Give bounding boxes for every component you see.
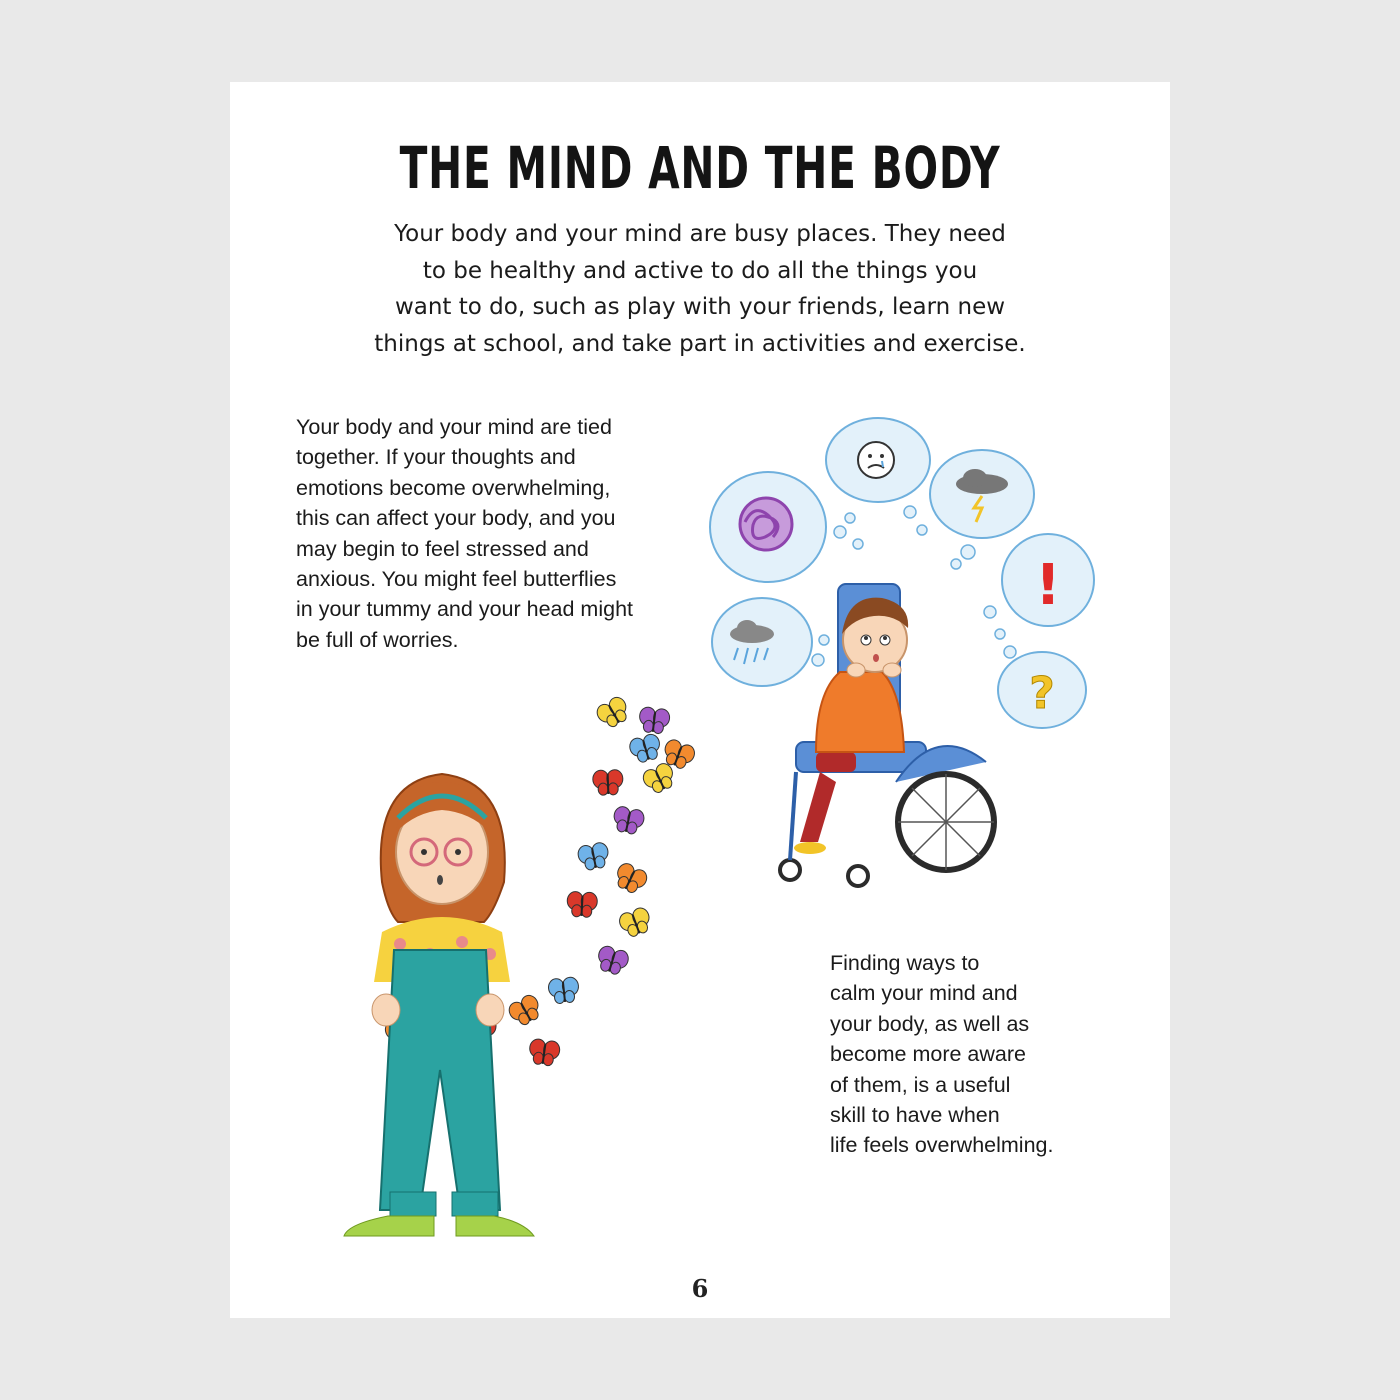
- butterfly-icon: [577, 841, 611, 871]
- overalls: [380, 950, 500, 1210]
- intro-line: things at school, and take part in activities and exercise.: [374, 330, 1026, 357]
- butterfly-icon: [528, 1038, 561, 1067]
- intro-paragraph: [370, 216, 1030, 362]
- paragraph-line: be full of worries.: [296, 627, 459, 652]
- butterfly-icon: [594, 944, 630, 977]
- butterfly-icon: [566, 891, 597, 918]
- paragraph-line: emotions become overwhelming,: [296, 475, 611, 500]
- thought-bubble-scribble: [710, 472, 826, 582]
- butterfly-icon: [593, 769, 624, 795]
- tangled-scribble-icon: [740, 498, 792, 550]
- paragraph-line: your body, as well as: [830, 1011, 1030, 1036]
- paragraph-line: this can affect your body, and you: [296, 506, 616, 531]
- girl-with-butterflies-illustration: [290, 692, 710, 1292]
- paragraph-line: Your body and your mind are tied: [296, 415, 612, 439]
- thought-bubble-sad: [826, 418, 930, 502]
- paragraph-line: together. If your thoughts and: [296, 445, 576, 470]
- butterfly-icon: [617, 906, 654, 940]
- butterfly-icon: [640, 761, 678, 796]
- paragraph-line: may begin to feel stressed and: [296, 536, 589, 561]
- paragraph-line: anxious. You might feel butterflies: [296, 567, 617, 592]
- thought-bubble-question: [998, 652, 1086, 728]
- paragraph-line: in your tummy and your head might: [296, 597, 633, 622]
- butterfly-icon: [548, 977, 580, 1005]
- thought-bubble-storm: [930, 450, 1034, 538]
- thought-bubble-rain: [712, 598, 812, 686]
- page-title: THE MIND AND THE BODY: [399, 134, 1001, 202]
- paragraph-line: become more aware: [830, 1042, 1026, 1067]
- page-number: 6: [691, 1274, 709, 1303]
- paragraph-line: calm your mind and: [830, 981, 1018, 1006]
- intro-line: Your body and your mind are busy places. They need: [394, 221, 1006, 247]
- butterfly-icon: [628, 732, 664, 764]
- exclamation-icon: !: [1035, 553, 1061, 618]
- thought-bubble-exclamation: [1002, 534, 1094, 626]
- paragraph-line: of them, is a useful: [830, 1072, 1011, 1097]
- question-mark-icon: ?: [1029, 668, 1055, 719]
- butterfly-icon: [594, 694, 632, 731]
- butterfly-icon: [611, 805, 646, 836]
- intro-line: to be healthy and active to do all the things you: [422, 257, 978, 284]
- sad-face-icon: [858, 442, 894, 478]
- book-page: [230, 82, 1170, 1318]
- boy-in-wheelchair-illustration: [700, 412, 1120, 862]
- butterfly-icon: [638, 706, 671, 734]
- girl-figure: [344, 774, 534, 1236]
- intro-line: want to do, such as play with your friends, learn new: [394, 294, 1006, 320]
- butterfly-icon: [612, 861, 650, 897]
- paragraph-line: Finding ways to: [830, 951, 980, 975]
- butterfly-icon: [506, 992, 544, 1028]
- left-paragraph: [296, 412, 633, 655]
- right-paragraph: [830, 948, 1053, 1161]
- paragraph-line: life feels overwhelming.: [830, 1133, 1054, 1158]
- paragraph-line: skill to have when: [830, 1103, 1000, 1128]
